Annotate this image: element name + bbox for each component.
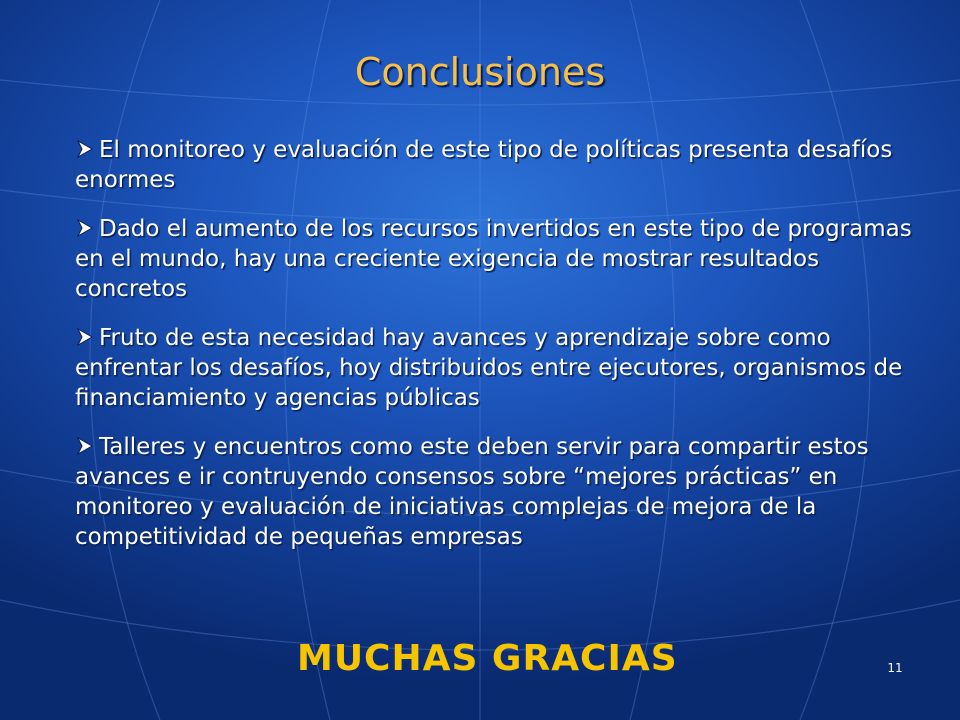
arrow-bullet-icon xyxy=(75,436,95,456)
bullet-item xyxy=(75,214,925,304)
page-number: 11 xyxy=(887,661,903,675)
bullet-item xyxy=(75,135,925,195)
bullet-text: Fruto de esta necesidad hay avances y aprendizaje sobre como enfrentar los desafíos, hoy distribuidos entre ejecutores, organismos de financiamiento y agencias públicas xyxy=(75,325,903,411)
bullet-list xyxy=(75,135,925,571)
bullet-text: Dado el aumento de los recursos invertidos en este tipo de programas en el mundo, hay una creciente exigencia de mostrar resultados concretos xyxy=(75,216,912,302)
bullet-item xyxy=(75,432,925,552)
bullet-text: Talleres y encuentros como este deben servir para compartir estos avances e ir contruyendo consensos sobre “mejores prácticas” en monitoreo y evaluación de iniciativas complejas de mejora de la competitividad de pequeñas empresas xyxy=(75,434,869,550)
arrow-bullet-icon xyxy=(75,139,95,159)
arrow-bullet-icon xyxy=(75,218,95,238)
bullet-item xyxy=(75,323,925,413)
bullet-text: El monitoreo y evaluación de este tipo de políticas presenta desafíos enormes xyxy=(75,137,893,193)
arrow-bullet-icon xyxy=(75,327,95,347)
closing-text: MUCHAS GRACIAS xyxy=(297,638,678,679)
slide-title: Conclusiones xyxy=(354,50,606,94)
